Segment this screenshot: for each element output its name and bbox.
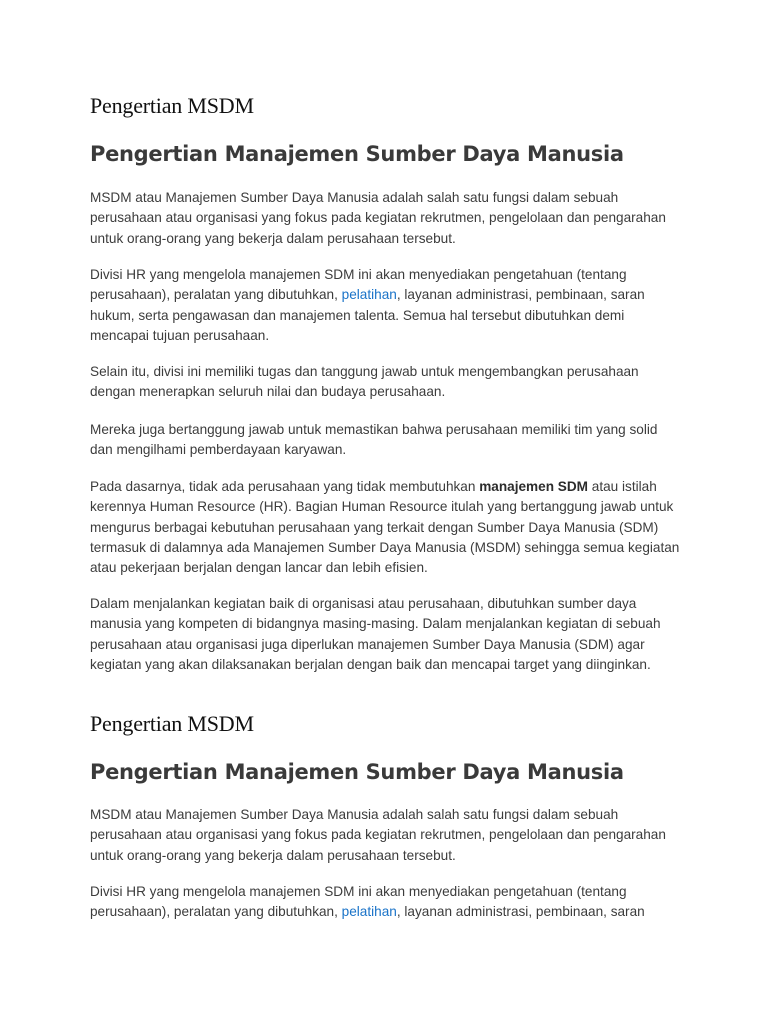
article-heading: Pengertian Manajemen Sumber Daya Manusia <box>90 142 624 166</box>
paragraph <box>90 477 680 578</box>
paragraph-text: Divisi HR yang mengelola manajemen SDM ini akan menyediakan pengetahuan (tentang perusahaan), peralatan yang dibutuhkan, <box>90 267 627 303</box>
paragraph <box>90 265 680 346</box>
paragraph: Selain itu, divisi ini memiliki tugas dan tanggung jawab untuk mengembangkan perusahaan dengan menerapkan seluruh nilai dan budaya perusahaan. <box>90 364 639 400</box>
paragraph: Mereka juga bertanggung jawab untuk memastikan bahwa perusahaan memiliki tim yang solid dan mengilhami pemberdayaan karyawan. <box>90 422 658 458</box>
pelatihan-link[interactable]: pelatihan <box>341 287 397 303</box>
paragraph-text: atau istilah kerennya Human Resource (HR). Bagian Human Resource itulah yang bertanggung jawab untuk mengurus berbagai kebutuhan perusahaan yang terkait dengan Sumber Daya Manusia (SDM) termasuk di dalamnya ada Manajemen Sumber Daya Manusia (MSDM) sehingga semua kegiatan atau pekerjaan berjalan dengan lancar dan lebih efisien. <box>90 479 680 576</box>
pelatihan-link[interactable]: pelatihan <box>341 904 397 920</box>
article-heading: Pengertian Manajemen Sumber Daya Manusia <box>90 760 624 784</box>
section-title: Pengertian MSDM <box>90 711 254 736</box>
paragraph-text: Pada dasarnya, tidak ada perusahaan yang tidak membutuhkan <box>90 479 480 494</box>
paragraph: MSDM atau Manajemen Sumber Daya Manusia adalah salah satu fungsi dalam sebuah perusahaan atau organisasi yang fokus pada kegiatan rekrutmen, pengelolaan dan pengarahan untuk orang-orang yang bekerja dalam perusahaan tersebut. <box>90 190 666 246</box>
paragraph-text: , layanan administrasi, pembinaan, saran hukum, serta pengawasan dan manajemen talenta. Semua hal tersebut dibutuhkan demi mencapai tujuan perusahaan. <box>90 287 645 343</box>
section-title: Pengertian MSDM <box>90 93 254 118</box>
paragraph: Dalam menjalankan kegiatan baik di organisasi atau perusahaan, dibutuhkan sumber daya manusia yang kompeten di bidangnya masing-masing. Dalam menjalankan kegiatan di sebuah perusahaan atau organisasi juga diperlukan manajemen Sumber Daya Manusia (SDM) agar kegiatan yang akan dilaksanakan berjalan dengan baik dan mencapai target yang diinginkan. <box>90 596 661 672</box>
paragraph: MSDM atau Manajemen Sumber Daya Manusia adalah salah satu fungsi dalam sebuah perusahaan atau organisasi yang fokus pada kegiatan rekrutmen, pengelolaan dan pengarahan untuk orang-orang yang bekerja dalam perusahaan tersebut. <box>90 807 666 863</box>
paragraph <box>90 882 680 923</box>
paragraph-text: , layanan administrasi, pembinaan, saran <box>396 904 645 920</box>
paragraph-text: Divisi HR yang mengelola manajemen SDM ini akan menyediakan pengetahuan (tentang perusahaan), peralatan yang dibutuhkan, <box>90 884 627 920</box>
bold-term: manajemen SDM <box>479 479 588 494</box>
